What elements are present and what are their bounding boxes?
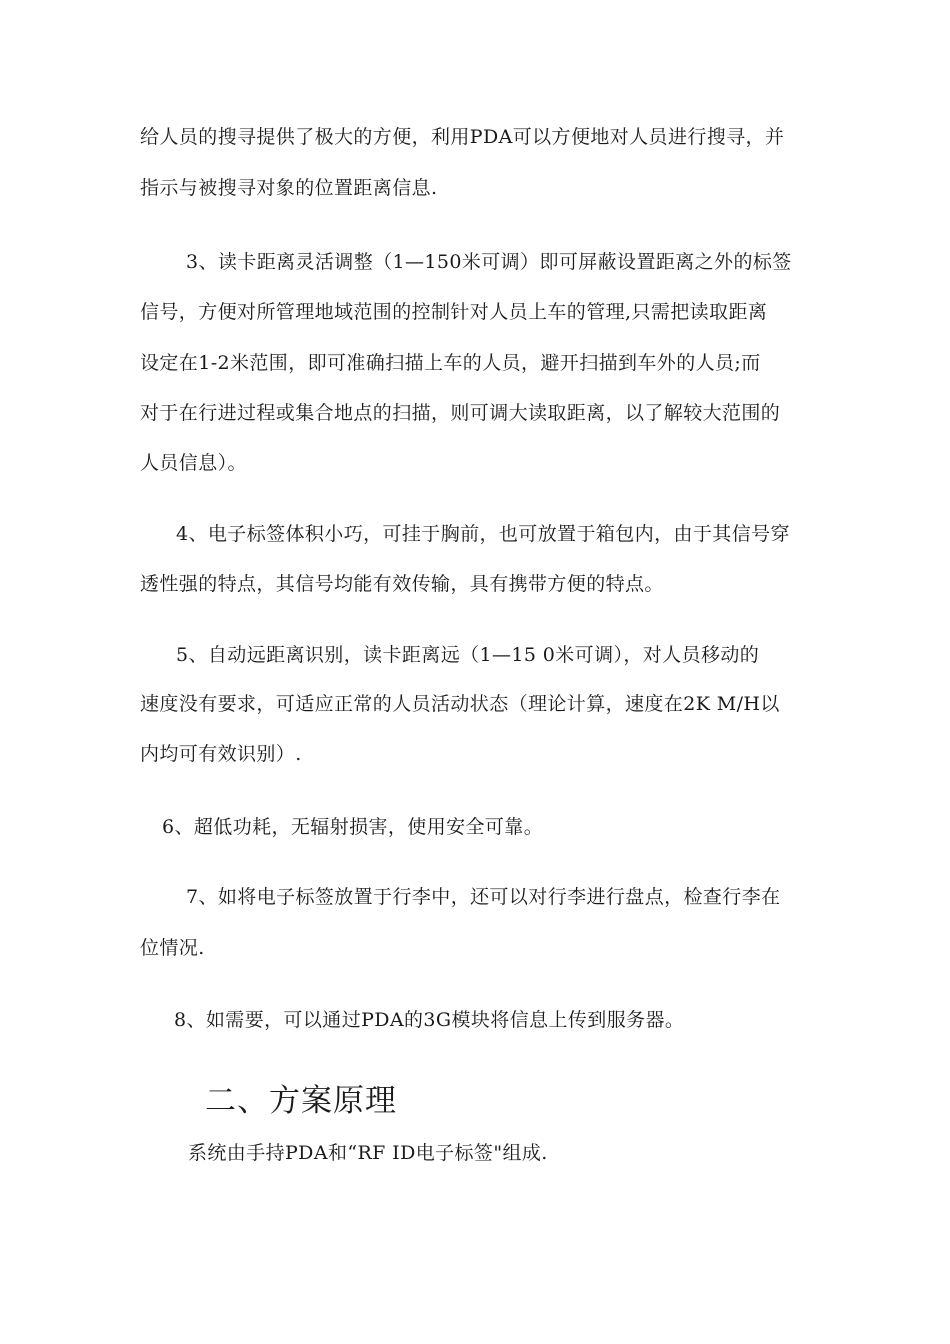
paragraph-5-line-1: 5、自动远距离识别，读卡距离远（1—15 0米可调），对人员移动的 (176, 644, 760, 666)
paragraph-3-line-1: 3、读卡距离灵活调整（1—150米可调）即可屏蔽设置距离之外的标签 (186, 251, 792, 273)
paragraph-7-line-2: 位情况. (140, 937, 205, 959)
paragraph-4-line-2: 透性强的特点，其信号均能有效传输，具有携带方便的特点。 (140, 573, 664, 595)
paragraph-6-line-1: 6、超低功耗，无辐射损害，使用安全可靠。 (162, 816, 544, 838)
paragraph-3-line-5: 人员信息）。 (140, 452, 247, 474)
paragraph-5-line-2: 速度没有要求，可适应正常的人员活动状态（理论计算，速度在2K M/H以 (140, 693, 780, 715)
section-heading: 二、方案原理 (205, 1083, 397, 1119)
paragraph-7-line-1: 7、如将电子标签放置于行李中，还可以对行李进行盘点，检查行李在 (186, 886, 781, 908)
paragraph-5-line-3: 内均可有效识别）. (140, 743, 302, 765)
section-body: 系统由手持PDA和“RF ID电子标签"组成. (188, 1142, 548, 1164)
paragraph-8-line-1: 8、如需要，可以通过PDA的3G模块将信息上传到服务器。 (174, 1009, 685, 1031)
paragraph-3-line-2: 信号，方便对所管理地域范围的控制针对人员上车的管理,只需把读取距离 (140, 301, 768, 323)
paragraph-4-line-1: 4、电子标签体积小巧，可挂于胸前，也可放置于箱包内，由于其信号穿 (176, 523, 790, 545)
paragraph-3-line-3: 设定在1-2米范围，即可准确扫描上车的人员，避开扫描到车外的人员;而 (140, 352, 761, 374)
paragraph-3-line-4: 对于在行进过程或集合地点的扫描，则可调大读取距离，以了解较大范围的 (140, 402, 781, 424)
paragraph-1-line-2: 指示与被搜寻对象的位置距离信息. (140, 177, 438, 199)
paragraph-1-line-1: 给人员的搜寻提供了极大的方便，利用PDA可以方便地对人员进行搜寻，并 (140, 126, 785, 148)
